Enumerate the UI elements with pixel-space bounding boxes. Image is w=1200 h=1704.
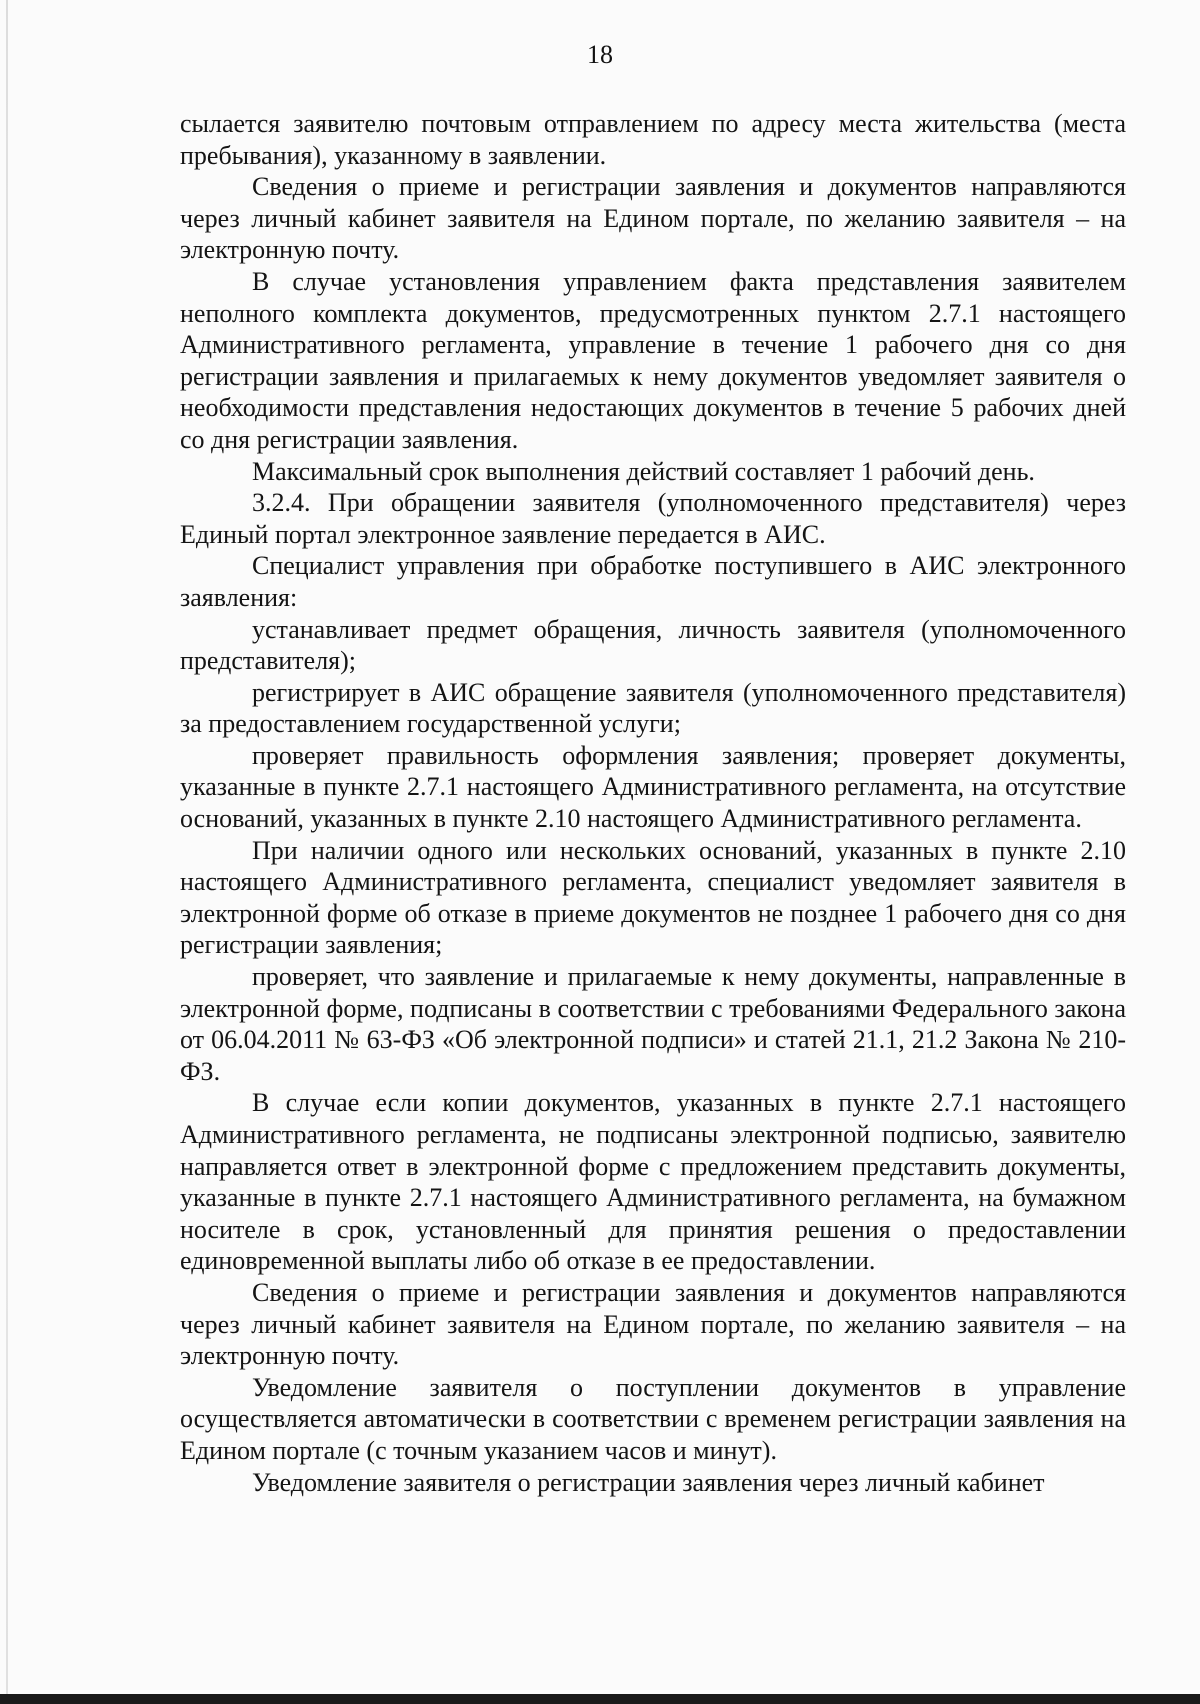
paragraph: регистрирует в АИС обращение заявителя (уполномоченного представителя) за предоставлением государственной услуги; [180, 677, 1126, 739]
document-body [180, 108, 1126, 1498]
paragraph: проверяет правильность оформления заявления; проверяет документы, указанные в пункте 2.7.1 настоящего Административного регламента, на отсутствие оснований, указанных в пункте 2.10 настоящего Административного регламента. [180, 740, 1126, 834]
paragraph: При наличии одного или нескольких оснований, указанных в пункте 2.10 настоящего Административного регламента, специалист уведомляет заявителя в электронной форме об отказе в приеме документов не позднее 1 рабочего дня со дня регистрации заявления; [180, 835, 1126, 960]
paragraph: В случае если копии документов, указанных в пункте 2.7.1 настоящего Административного регламента, не подписаны электронной подписью, заявителю направляется ответ в электронной форме с предложением представить документы, указанные в пункте 2.7.1 настоящего Административного регламента, на бумажном носителе в срок, установленный для принятия решения о предоставлении единовременной выплаты либо об отказе в ее предоставлении. [180, 1088, 1126, 1276]
scan-edge-bottom [0, 1694, 1200, 1704]
paragraph: Сведения о приеме и регистрации заявления и документов направляются через личный кабинет заявителя на Едином портале, по желанию заявителя – на электронную почту. [180, 172, 1126, 265]
paragraph: Максимальный срок выполнения действий составляет 1 рабочий день. [252, 456, 1035, 486]
paragraph-section-3-2-4: 3.2.4. При обращении заявителя (уполномоченного представителя) через Единый портал электронное заявление передается в АИС. [180, 488, 1126, 549]
paragraph: Уведомление заявителя о поступлении документов в управление осуществляется автоматически в соответствии с временем регистрации заявления на Едином портале (с точным указанием часов и минут). [180, 1372, 1126, 1465]
page-number: 18 [587, 40, 613, 69]
paragraph: Сведения о приеме и регистрации заявления и документов направляются через личный кабинет заявителя на Едином портале, по желанию заявителя – на электронную почту. [180, 1277, 1126, 1371]
paragraph: устанавливает предмет обращения, личность заявителя (уполномоченного представителя); [180, 614, 1126, 676]
paragraph: Специалист управления при обработке поступившего в АИС электронного заявления: [180, 551, 1126, 612]
paragraph: проверяет, что заявление и прилагаемые к нему документы, направленные в электронной форме, подписаны в соответствии с требованиями Федерального закона от 06.04.2011 № 63-ФЗ «Об электронной подписи» и статей 21.1, 21.2 Закона № 210-ФЗ. [180, 962, 1126, 1086]
scan-edge-left [6, 0, 8, 1704]
paragraph-continuation: сылается заявителю почтовым отправлением по адресу места жительства (места пребывания), указанному в заявлении. [180, 109, 1126, 170]
paragraph: В случае установления управлением факта представления заявителем неполного комплекта документов, предусмотренных пунктом 2.7.1 настоящего Административного регламента, управление в течение 1 рабочего дня со дня регистрации заявления и прилагаемых к нему документов уведомляет заявителя о необходимости представления недостающих документов в течение 5 рабочих дней со дня регистрации заявления. [180, 266, 1126, 454]
paragraph: Уведомление заявителя о регистрации заявления через личный кабинет [252, 1467, 1045, 1497]
